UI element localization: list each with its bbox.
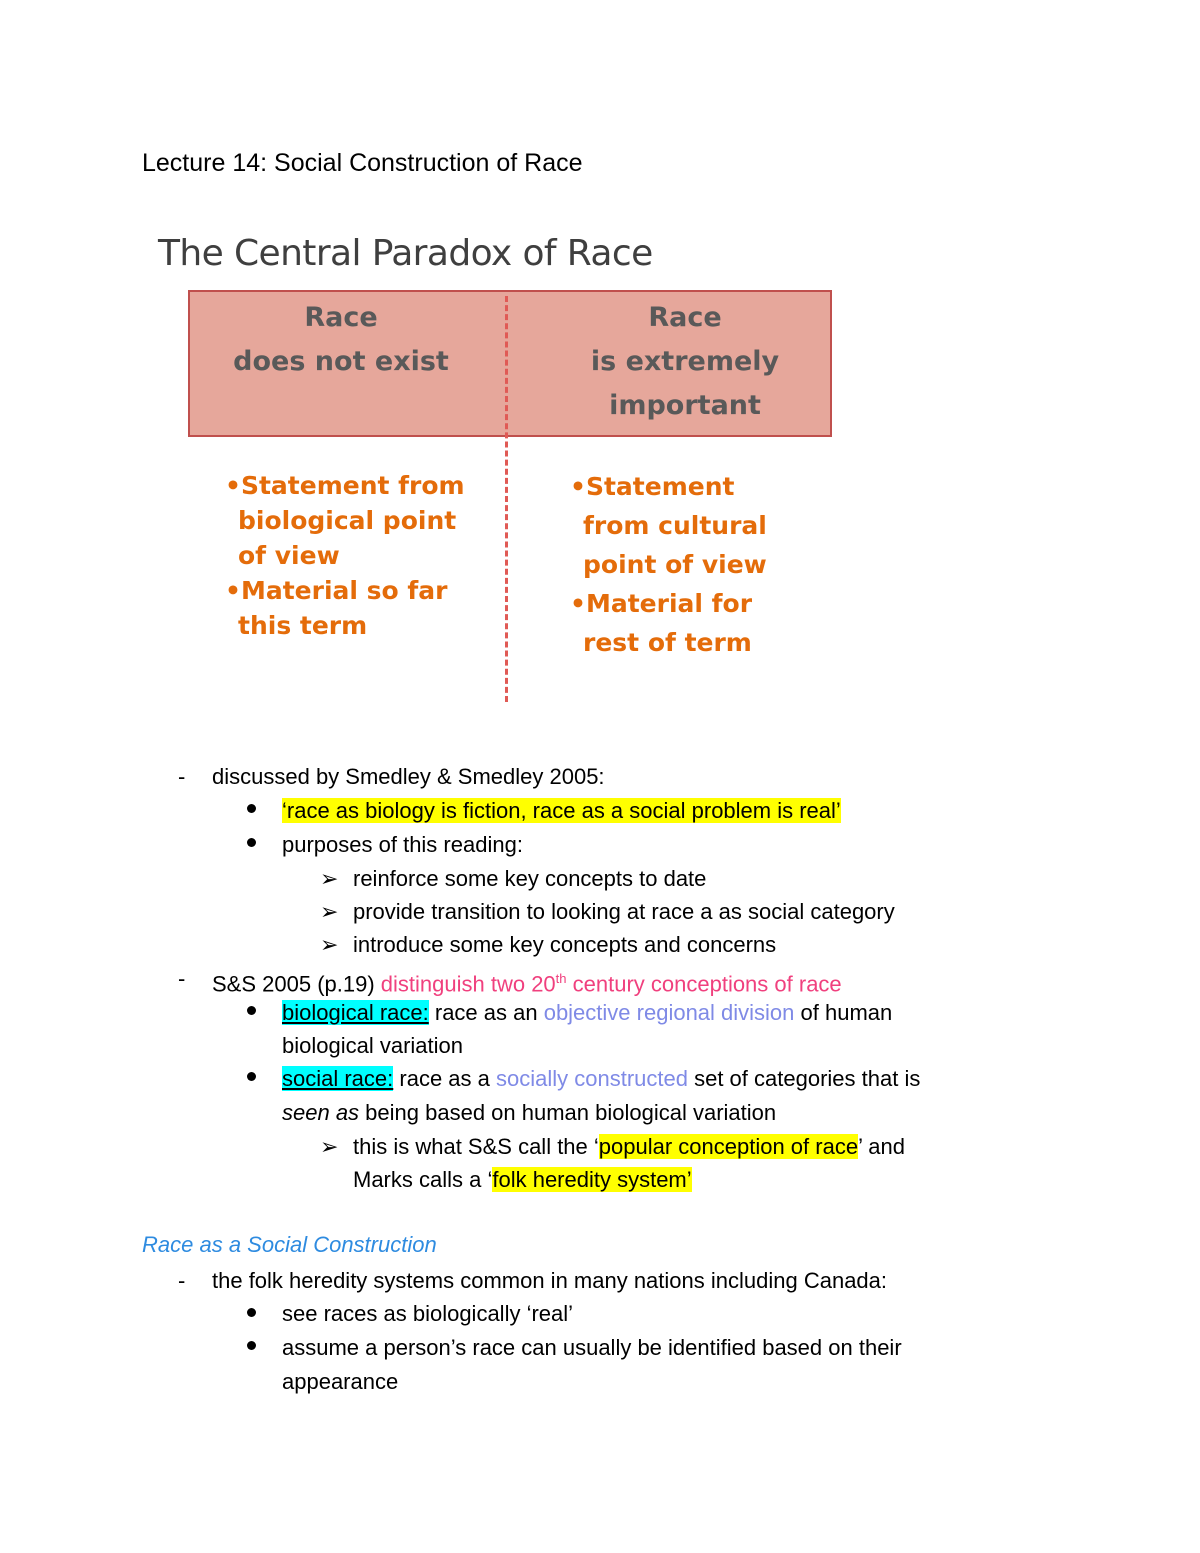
box-right-line: Race bbox=[648, 302, 722, 333]
cultural-points bbox=[570, 467, 767, 662]
box-right-line: is extremely bbox=[590, 346, 780, 377]
superscript: th bbox=[555, 971, 567, 986]
text: set of categories that is bbox=[687, 1066, 921, 1091]
blue-text: socially constructed bbox=[496, 1066, 688, 1091]
note-item: the folk heredity systems common in many nations including Canada: bbox=[212, 1268, 888, 1293]
arrow-bullet-icon: ➢ bbox=[320, 932, 339, 957]
note-subitem-cont bbox=[282, 1096, 776, 1129]
note-subitem: assume a person’s race can usually be identified based on their bbox=[282, 1335, 902, 1360]
text: this is what S&S call the ‘ bbox=[353, 1134, 599, 1159]
bullet-icon bbox=[247, 1341, 256, 1350]
highlight: folk heredity system’ bbox=[492, 1167, 692, 1192]
dash-marker: - bbox=[178, 1268, 186, 1293]
dash-marker: - bbox=[178, 966, 186, 991]
text: being based on human biological variation bbox=[359, 1100, 777, 1125]
note-arrow-item: introduce some key concepts and concerns bbox=[353, 932, 777, 957]
bullet-icon bbox=[247, 1072, 256, 1081]
point-line: •Statement bbox=[570, 472, 735, 501]
note-subitem-cont: appearance bbox=[282, 1369, 399, 1394]
point-line: biological point bbox=[238, 506, 457, 535]
box-left-line: Race bbox=[304, 302, 378, 333]
pink-text: century conceptions of race bbox=[566, 971, 842, 997]
text: S&S 2005 (p.19) bbox=[212, 971, 381, 997]
note-subitem bbox=[282, 794, 841, 827]
biological-points bbox=[225, 468, 465, 643]
note-subitem-cont: biological variation bbox=[282, 1033, 463, 1058]
note-subitem: purposes of this reading: bbox=[282, 832, 523, 857]
note-item: discussed by Smedley & Smedley 2005: bbox=[212, 764, 605, 789]
point-line: of view bbox=[238, 541, 340, 570]
highlight: ‘race as biology is fiction, race as a social problem is real’ bbox=[282, 798, 841, 823]
text: race as an bbox=[428, 1000, 544, 1025]
point-line: this term bbox=[238, 611, 368, 640]
note-subitem bbox=[282, 996, 892, 1029]
point-line: from cultural bbox=[583, 511, 767, 540]
note-arrow-item: provide transition to looking at race a as social category bbox=[353, 899, 895, 924]
note-subitem bbox=[282, 1062, 920, 1095]
page-title: Lecture 14: Social Construction of Race bbox=[142, 149, 583, 177]
point-line: •Material for bbox=[570, 589, 753, 618]
text: race as a bbox=[393, 1066, 496, 1091]
blue-text: objective regional division bbox=[543, 1000, 795, 1025]
dash-marker: - bbox=[178, 764, 186, 789]
arrow-bullet-icon: ➢ bbox=[320, 899, 339, 924]
text: of human bbox=[794, 1000, 893, 1025]
pink-text: distinguish two 20 bbox=[380, 971, 556, 997]
note-item bbox=[212, 962, 842, 1000]
point-line: •Material so far bbox=[225, 576, 448, 605]
note-subitem: see races as biologically ‘real’ bbox=[282, 1301, 574, 1326]
text: ’ and bbox=[858, 1134, 905, 1159]
bullet-icon bbox=[247, 1006, 256, 1015]
figure-heading: The Central Paradox of Race bbox=[158, 233, 653, 274]
box-right-line: important bbox=[609, 390, 761, 421]
cyan-label: social race: bbox=[282, 1066, 394, 1091]
box-left-text bbox=[200, 296, 482, 384]
box-right-text bbox=[540, 296, 830, 428]
section-heading: Race as a Social Construction bbox=[142, 1232, 437, 1257]
arrow-bullet-icon: ➢ bbox=[320, 866, 339, 891]
highlight: popular conception of race bbox=[598, 1134, 859, 1159]
bullet-icon bbox=[247, 838, 256, 847]
note-arrow-item bbox=[353, 1130, 905, 1163]
cyan-label: biological race: bbox=[282, 1000, 429, 1025]
bullet-icon bbox=[247, 804, 256, 813]
text: Marks calls a ‘ bbox=[353, 1167, 493, 1192]
point-line: •Statement from bbox=[225, 471, 465, 500]
dashed-divider bbox=[505, 296, 508, 702]
point-line: rest of term bbox=[583, 628, 752, 657]
arrow-bullet-icon: ➢ bbox=[320, 1134, 339, 1159]
bullet-icon bbox=[247, 1308, 256, 1317]
point-line: point of view bbox=[583, 550, 767, 579]
note-arrow-item-cont bbox=[353, 1163, 692, 1196]
italic-text: seen as bbox=[282, 1100, 360, 1125]
box-left-line: does not exist bbox=[233, 346, 449, 377]
note-arrow-item: reinforce some key concepts to date bbox=[353, 866, 707, 891]
